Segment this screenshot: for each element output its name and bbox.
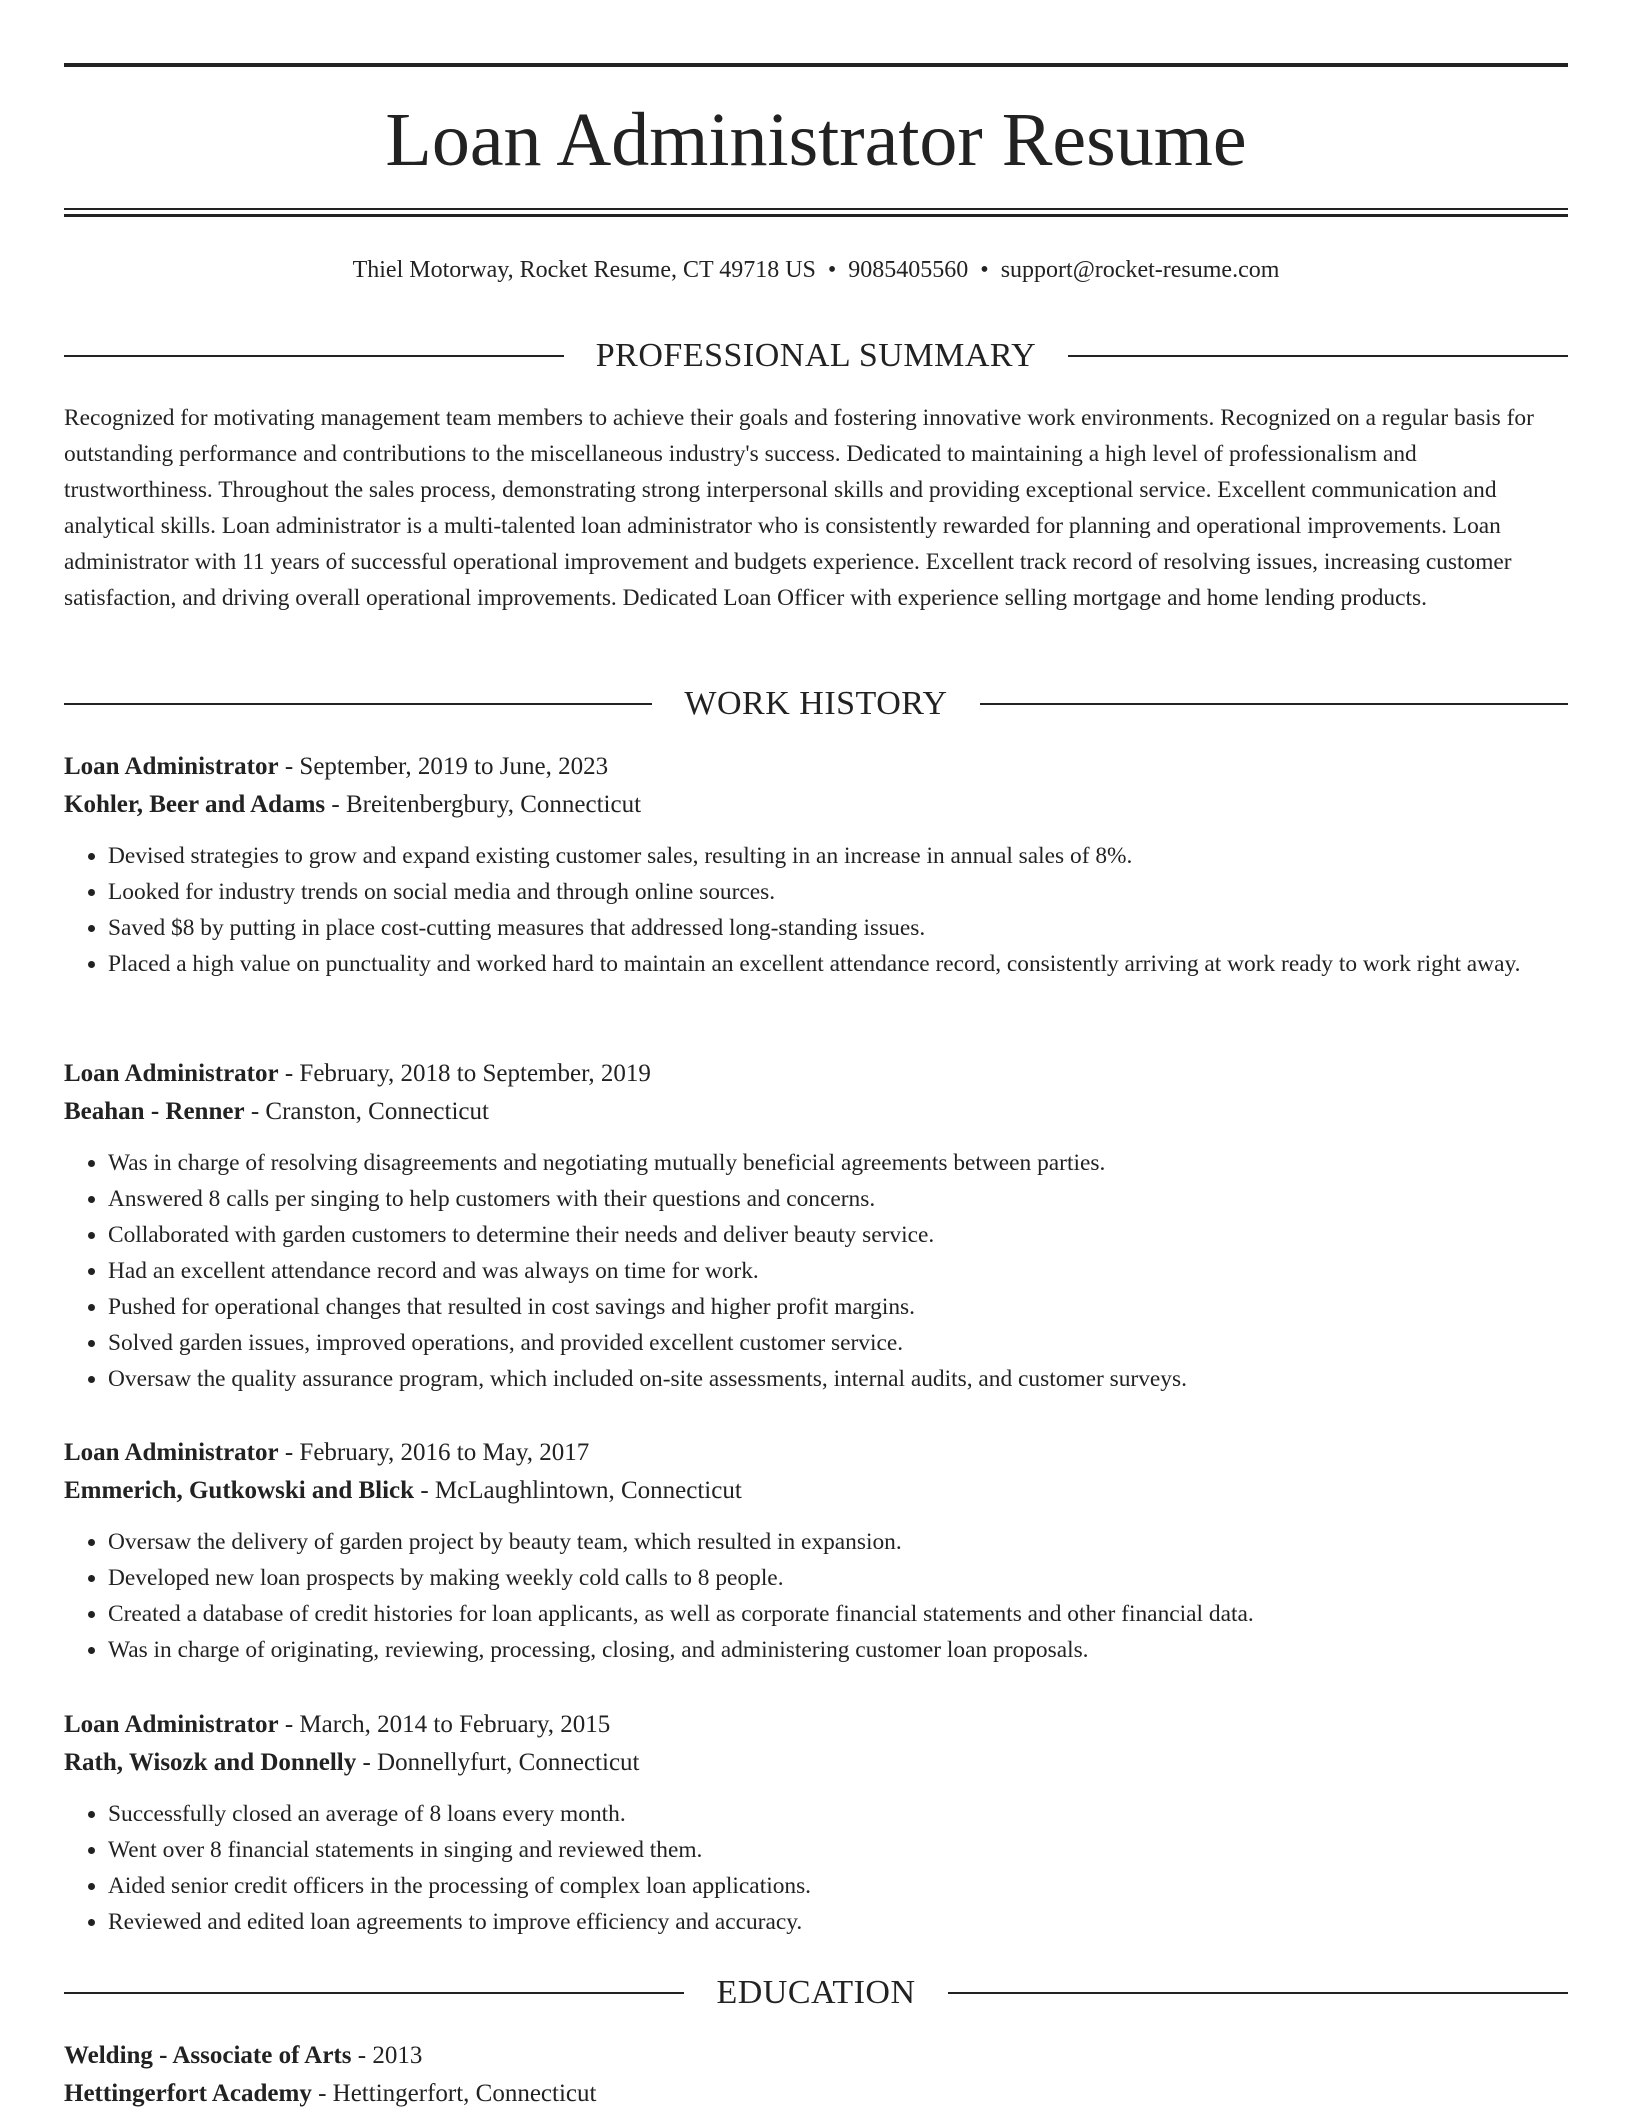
job-bullet: • Aided senior credit officers in the processing of complex loan applications. — [108, 1868, 1568, 1904]
job-company: Kohler, Beer and Adams — [64, 791, 326, 818]
job-bullet: • Pushed for operational changes that resulted in cost savings and higher profit margins. — [108, 1289, 1568, 1325]
section-heading-summary — [64, 336, 1568, 376]
section-heading-education — [64, 1973, 1568, 2013]
job-dates: - February, 2016 to May, 2017 — [278, 1439, 590, 1466]
heading-divider — [980, 703, 1568, 705]
job-bullets — [64, 1524, 1568, 1668]
job-bullet: • Oversaw the delivery of garden project by beauty team, which resulted in expansion. — [108, 1524, 1568, 1560]
education-year: - 2013 — [351, 2042, 423, 2069]
job-title-line — [64, 1434, 1568, 1472]
job-company-line — [64, 786, 1568, 824]
job-bullet: • Saved $8 by putting in place cost-cutting measures that addressed long-standing issues. — [108, 910, 1568, 946]
header-top-rule — [64, 63, 1568, 67]
job-bullet: • Oversaw the quality assurance program, which included on-site assessments, internal audits, and customer surveys. — [108, 1361, 1568, 1397]
job-bullet: • Developed new loan prospects by making weekly cold calls to 8 people. — [108, 1560, 1568, 1596]
job-title-line — [64, 1055, 1568, 1093]
job-bullet: • Went over 8 financial statements in singing and reviewed them. — [108, 1832, 1568, 1868]
section-heading-work-history — [64, 684, 1568, 724]
job-entry — [64, 1706, 1568, 1940]
section-title: PROFESSIONAL SUMMARY — [595, 337, 1037, 374]
job-title: Loan Administrator — [64, 753, 279, 780]
heading-divider — [64, 703, 652, 705]
section-title: EDUCATION — [716, 1974, 916, 2011]
job-title-line — [64, 748, 1568, 786]
job-title: Loan Administrator — [64, 1439, 279, 1466]
job-bullet: • Successfully closed an average of 8 loans every month. — [108, 1796, 1568, 1832]
job-bullet: • Devised strategies to grow and expand existing customer sales, resulting in an increase in annual sales of 8%. — [108, 838, 1568, 874]
job-location: - McLaughlintown, Connecticut — [414, 1477, 742, 1504]
job-bullet: • Solved garden issues, improved operations, and provided excellent customer service. — [108, 1325, 1568, 1361]
contact-separator: • — [980, 257, 989, 283]
job-bullet: • Placed a high value on punctuality and worked hard to maintain an excellent attendance record, consistently arriving at work ready to work right away. — [108, 946, 1568, 982]
job-bullets — [64, 1145, 1568, 1397]
education-school: Hettingerfort Academy — [64, 2080, 312, 2107]
job-entry — [64, 1434, 1568, 1668]
contact-phone: 9085405560 — [848, 257, 969, 283]
education-degree: Welding - Associate of Arts — [64, 2042, 352, 2069]
page-title: Loan Administrator Resume — [385, 98, 1247, 182]
job-bullet: • Looked for industry trends on social media and through online sources. — [108, 874, 1568, 910]
education-school-line — [64, 2075, 1568, 2113]
job-title: Loan Administrator — [64, 1060, 279, 1087]
job-company: Beahan - Renner — [64, 1098, 245, 1125]
heading-divider — [948, 1992, 1568, 1994]
job-bullets — [64, 838, 1568, 982]
job-bullet: • Reviewed and edited loan agreements to improve efficiency and accuracy. — [108, 1904, 1568, 1940]
job-location: - Cranston, Connecticut — [244, 1098, 489, 1125]
job-dates: - March, 2014 to February, 2015 — [278, 1711, 611, 1738]
contact-line — [64, 254, 1568, 286]
contact-email: support@rocket-resume.com — [1000, 257, 1280, 283]
job-bullets — [64, 1796, 1568, 1940]
education-location: - Hettingerfort, Connecticut — [311, 2080, 597, 2107]
job-dates: - September, 2019 to June, 2023 — [278, 753, 609, 780]
job-bullet: • Was in charge of resolving disagreements and negotiating mutually beneficial agreements between parties. — [108, 1145, 1568, 1181]
job-bullet: • Was in charge of originating, reviewing, processing, closing, and administering customer loan proposals. — [108, 1632, 1568, 1668]
job-company: Rath, Wisozk and Donnelly — [64, 1749, 357, 1776]
job-title: Loan Administrator — [64, 1711, 279, 1738]
education-entry — [64, 2037, 1568, 2113]
job-bullet: • Answered 8 calls per singing to help customers with their questions and concerns. — [108, 1181, 1568, 1217]
job-title-line — [64, 1706, 1568, 1744]
heading-divider — [64, 355, 564, 357]
education-degree-line — [64, 2037, 1568, 2075]
header-bottom-rule-double — [64, 214, 1568, 217]
section-title: WORK HISTORY — [684, 685, 948, 722]
job-location: - Breitenbergbury, Connecticut — [325, 791, 642, 818]
header-bottom-rule — [64, 208, 1568, 210]
job-entry — [64, 748, 1568, 982]
job-bullet: • Had an excellent attendance record and was always on time for work. — [108, 1253, 1568, 1289]
contact-address: Thiel Motorway, Rocket Resume, CT 49718 US — [352, 257, 816, 283]
heading-divider — [64, 1992, 684, 1994]
job-entry — [64, 1055, 1568, 1397]
summary-text: Recognized for motivating management team members to achieve their goals and fostering innovative work environments. Recognized on a regular basis for outstanding performance and contributions to the miscellaneous industry's success. Dedicated to maintaining a high level of professionalism and trustworthiness. Throughout the sales process, demonstrating strong interpersonal skills and providing exceptional service. Excellent communication and analytical skills. Loan administrator is a multi-talented loan administrator who is consistently rewarded for planning and operational improvements. Loan administrator with 11 years of successful operational improvement and budgets experience. Excellent track record of resolving issues, increasing customer satisfaction, and driving overall operational improvements. Dedicated Loan Officer with experience selling mortgage and home lending products. — [64, 405, 1534, 611]
job-company-line — [64, 1472, 1568, 1510]
job-company: Emmerich, Gutkowski and Blick — [64, 1477, 415, 1504]
job-location: - Donnellyfurt, Connecticut — [356, 1749, 640, 1776]
job-bullet: • Created a database of credit histories for loan applicants, as well as corporate financial statements and other financial data. — [108, 1596, 1568, 1632]
job-company-line — [64, 1744, 1568, 1782]
job-company-line — [64, 1093, 1568, 1131]
job-dates: - February, 2018 to September, 2019 — [278, 1060, 651, 1087]
heading-divider — [1068, 355, 1568, 357]
job-bullet: • Collaborated with garden customers to determine their needs and deliver beauty service. — [108, 1217, 1568, 1253]
contact-separator: • — [827, 257, 837, 283]
